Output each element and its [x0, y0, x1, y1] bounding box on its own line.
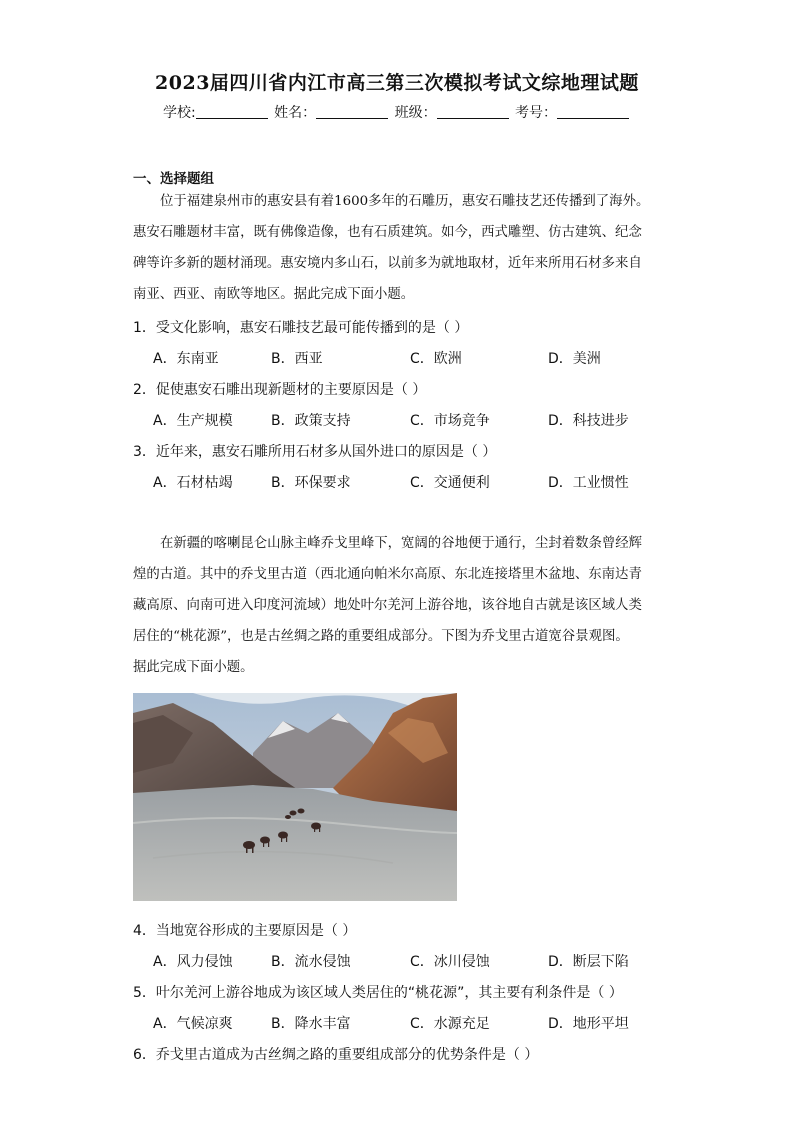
passage-line: 碑等许多新的题材涌现。惠安境内多山石，以前多为就地取材，近年来所用石材多来自 — [133, 256, 642, 271]
option-c[interactable]: C．交通便利 — [410, 475, 490, 491]
question-1-stem: 1．受文化影响，惠安石雕技艺最可能传播到的是（ ） — [133, 320, 469, 336]
option-b[interactable]: B．政策支持 — [271, 413, 351, 429]
student-info-line — [0, 102, 794, 122]
class-blank[interactable] — [437, 104, 509, 119]
passage-line: 据此完成下面小题。 — [133, 660, 254, 675]
passage-1 — [133, 186, 669, 310]
passage-line: 南亚、西亚、南欧等地区。据此完成下面小题。 — [133, 287, 415, 302]
option-a[interactable]: A．东南亚 — [153, 351, 219, 367]
option-c[interactable]: C．市场竞争 — [410, 413, 490, 429]
option-d[interactable]: D．工业惯性 — [548, 475, 629, 491]
number-blank[interactable] — [557, 104, 629, 119]
option-d[interactable]: D．断层下陷 — [548, 954, 629, 970]
option-a[interactable]: A．风力侵蚀 — [153, 954, 233, 970]
question-6-stem: 6．乔戈里古道成为古丝绸之路的重要组成部分的优势条件是（ ） — [133, 1047, 539, 1063]
question-3-stem: 3．近年来，惠安石雕所用石材多从国外进口的原因是（ ） — [133, 444, 497, 460]
school-blank[interactable] — [196, 104, 268, 119]
passage-line: 在新疆的喀喇昆仑山脉主峰乔戈里峰下，宽阔的谷地便于通行，尘封着数条曾经辉 — [160, 536, 643, 551]
name-blank[interactable] — [316, 104, 388, 119]
option-a[interactable]: A．石材枯竭 — [153, 475, 233, 491]
passage-line: 藏高原、向南可进入印度河流域）地处叶尔羌河上游谷地，该谷地自古就是该区域人类 — [133, 598, 642, 613]
valley-landscape-image — [133, 693, 457, 901]
question-2-stem: 2．促使惠安石雕出现新题材的主要原因是（ ） — [133, 382, 427, 398]
option-d[interactable]: D．美洲 — [548, 351, 601, 367]
option-a[interactable]: A．气候凉爽 — [153, 1016, 233, 1032]
school-label: 学校: — [162, 105, 196, 121]
option-b[interactable]: B．流水侵蚀 — [271, 954, 351, 970]
valley-photo — [133, 693, 457, 901]
option-b[interactable]: B．降水丰富 — [271, 1016, 351, 1032]
option-d[interactable]: D．地形平坦 — [548, 1016, 629, 1032]
option-c[interactable]: C．水源充足 — [410, 1016, 490, 1032]
passage-2 — [133, 528, 669, 683]
section-heading: 一、选择题组 — [133, 171, 214, 187]
passage-line: 煌的古道。其中的乔戈里古道（西北通向帕米尔高原、东北连接塔里木盆地、东南达青 — [133, 567, 642, 582]
exam-title: 2023届四川省内江市高三第三次模拟考试文综地理试题 — [155, 72, 639, 94]
option-b[interactable]: B．环保要求 — [271, 475, 351, 491]
name-label: 姓名： — [274, 105, 317, 121]
option-b[interactable]: B．西亚 — [271, 351, 323, 367]
option-c[interactable]: C．冰川侵蚀 — [410, 954, 490, 970]
passage-line: 居住的“桃花源”，也是古丝绸之路的重要组成部分。下图为乔戈里古道宽谷景观图。 — [133, 629, 629, 644]
option-a[interactable]: A．生产规模 — [153, 413, 233, 429]
option-d[interactable]: D．科技进步 — [548, 413, 629, 429]
number-label: 考号： — [515, 105, 558, 121]
option-c[interactable]: C．欧洲 — [410, 351, 462, 367]
class-label: 班级： — [394, 105, 437, 121]
question-5-stem: 5．叶尔羌河上游谷地成为该区域人类居住的“桃花源”，其主要有利条件是（ ） — [133, 985, 623, 1001]
passage-line: 惠安石雕题材丰富，既有佛像造像，也有石质建筑。如今，西式雕塑、仿古建筑、纪念 — [133, 225, 642, 240]
question-4-stem: 4．当地宽谷形成的主要原因是（ ） — [133, 923, 357, 939]
passage-line: 位于福建泉州市的惠安县有着1600多年的石雕历，惠安石雕技艺还传播到了海外。 — [160, 194, 650, 209]
